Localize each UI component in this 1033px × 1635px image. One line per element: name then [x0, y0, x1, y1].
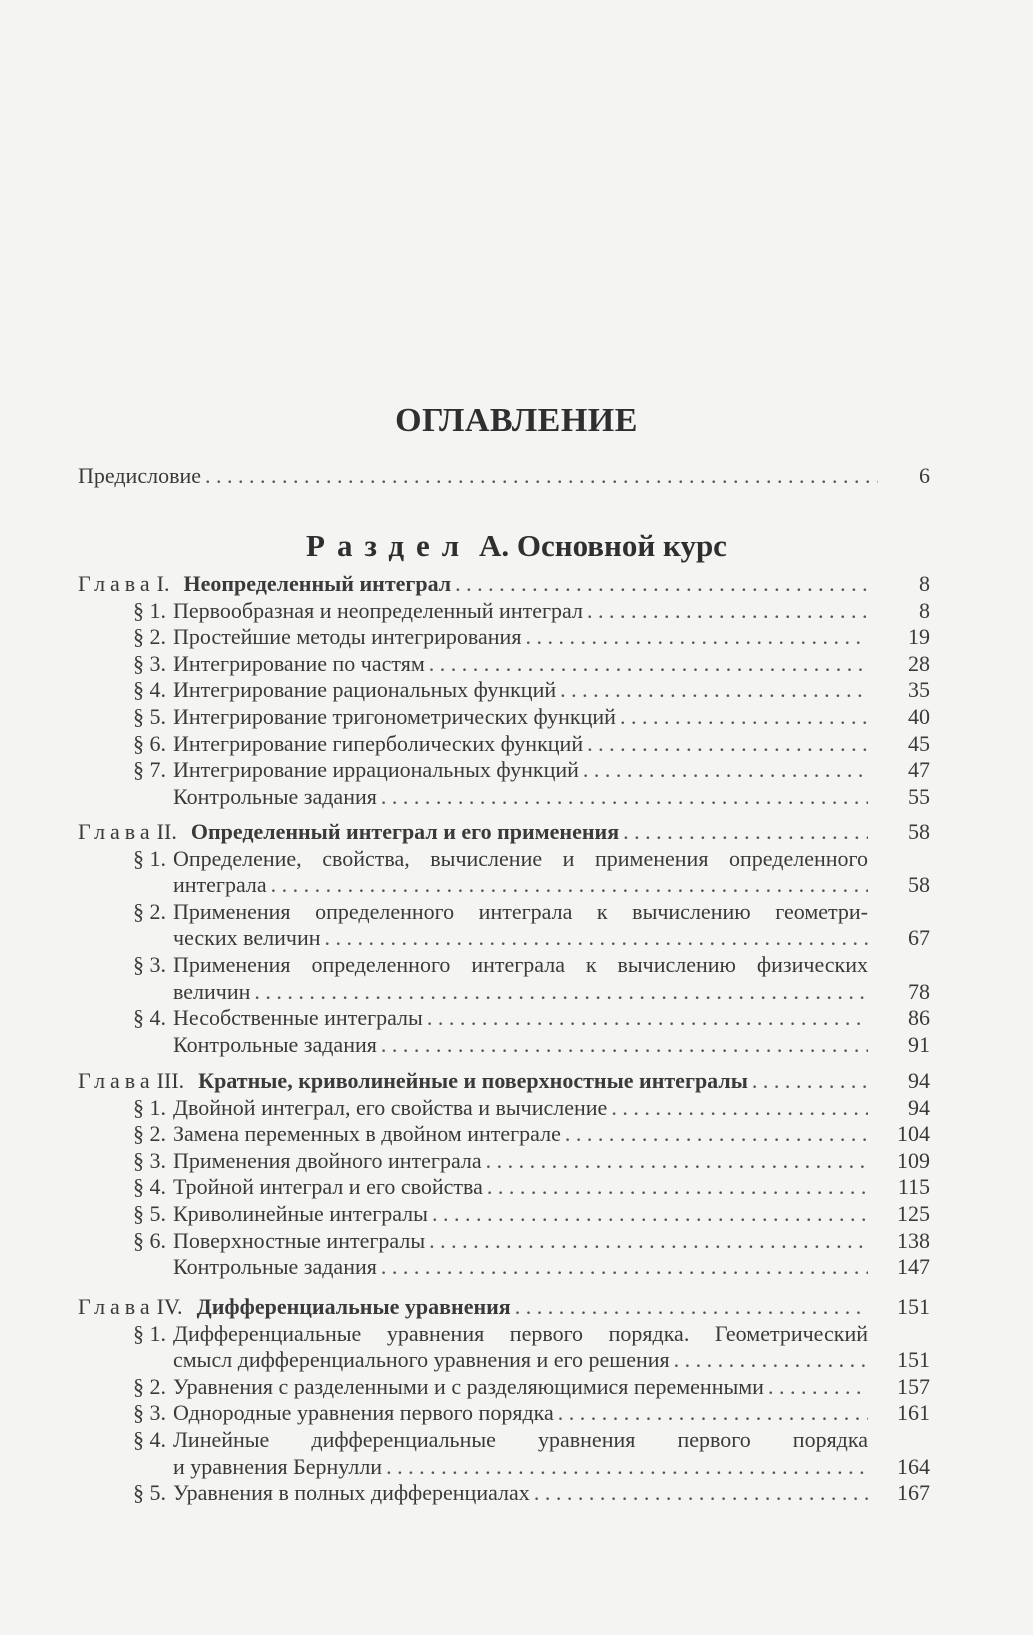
toc-entry-line: [173, 924, 868, 951]
chapter-page: 151: [897, 1294, 930, 1319]
entry-title: Определение, свойства, вычисление и применения определенного: [173, 845, 868, 871]
section-heading: [0, 528, 1033, 564]
entry-title: Контрольные задания: [173, 1254, 377, 1280]
toc-entry-line: [173, 650, 868, 677]
entry-title: интеграла: [173, 872, 267, 898]
section-word: Раздел: [306, 528, 472, 563]
entry-title: Уравнения в полных дифференциалах: [173, 1480, 530, 1506]
chapter-title: Неопределенный интеграл: [183, 571, 452, 596]
dot-leader: [674, 1346, 868, 1373]
entry-title: Двойной интеграл, его свойства и вычисление: [173, 1094, 608, 1120]
toc-preface-label: Предисловие: [78, 463, 201, 488]
entry-title: Контрольные задания: [173, 1031, 377, 1057]
toc-entry-line: [173, 676, 868, 703]
dot-leader: [381, 1253, 868, 1280]
dot-leader: [515, 1293, 868, 1320]
dot-leader: [325, 924, 869, 951]
entry-page: 94: [908, 1094, 930, 1120]
entry-page: 55: [908, 783, 930, 809]
dot-leader: [271, 871, 868, 898]
toc-chapter-line: [78, 1293, 868, 1320]
entry-page: 91: [908, 1031, 930, 1057]
toc-entry-line: [173, 845, 868, 872]
entry-title: Контрольные задания: [173, 783, 377, 809]
entry-page: 19: [908, 624, 930, 650]
section-number: § 1.: [133, 1094, 166, 1120]
toc-entry-line: [173, 756, 868, 783]
dot-leader: [381, 783, 868, 810]
section-number: § 5.: [133, 704, 166, 729]
toc-entry-line: [173, 597, 868, 624]
entry-page: 138: [897, 1227, 930, 1253]
chapter-number: IV.: [156, 1294, 183, 1319]
dot-leader: [534, 1479, 868, 1506]
section-number: § 1.: [133, 845, 166, 871]
toc-entry-line: [173, 978, 868, 1005]
dot-leader: [429, 650, 868, 677]
section-number: § 4.: [133, 1174, 166, 1200]
dot-leader: [429, 1227, 868, 1254]
entry-title: Линейные дифференциальные уравнения первого порядка: [173, 1427, 868, 1452]
dot-leader: [381, 1031, 868, 1058]
entry-title: Несобственные интегралы: [173, 1005, 423, 1031]
toc-entry-line: [173, 1200, 868, 1227]
toc-entry-line: [173, 703, 868, 730]
toc-entry-line: [173, 1173, 868, 1200]
toc-entry-line: [173, 1346, 868, 1373]
dot-leader: [427, 1004, 868, 1031]
entry-title: Уравнения с разделенными и с разделяющимися переменными: [173, 1373, 764, 1399]
entry-title: Интегрирование по частям: [173, 650, 425, 676]
section-letter: А.: [478, 528, 510, 563]
entry-page: 58: [908, 872, 930, 898]
entry-title: Применения определенного интеграла к вычислению физических: [173, 952, 868, 977]
entry-page: 109: [897, 1147, 930, 1173]
section-name: Основной курс: [516, 528, 727, 563]
dot-leader: [565, 1120, 868, 1147]
toc-entry-line: [173, 951, 868, 978]
entry-page: 147: [897, 1254, 930, 1280]
chapter-number: II.: [156, 819, 177, 844]
toc-entry-line: [173, 783, 868, 810]
entry-title: Применения двойного интеграла: [173, 1147, 482, 1173]
entry-page: 164: [897, 1453, 930, 1479]
entry-page: 161: [897, 1400, 930, 1426]
chapter-word: Глава: [78, 819, 155, 844]
chapter-page: 94: [908, 1068, 930, 1093]
dot-leader: [254, 978, 868, 1005]
section-number: § 6.: [133, 730, 166, 756]
entry-title: ческих величин: [173, 925, 321, 951]
toc-entry-line: [173, 898, 868, 925]
entry-page: 78: [908, 978, 930, 1004]
entry-page: 86: [908, 1005, 930, 1031]
section-number: § 2.: [133, 624, 166, 650]
toc-entry-line: [173, 730, 868, 757]
dot-leader: [455, 570, 868, 597]
entry-page: 104: [897, 1121, 930, 1147]
section-number: § 4.: [133, 677, 166, 703]
entry-page: 45: [908, 730, 930, 756]
entry-title: Однородные уравнения первого порядка: [173, 1400, 554, 1426]
entry-page: 67: [908, 925, 930, 951]
section-number: § 2.: [133, 1121, 166, 1147]
section-number: § 4.: [133, 1427, 166, 1452]
toc-entry-line: [173, 1399, 868, 1426]
toc-entry-line: [173, 1147, 868, 1174]
entry-title: Тройной интеграл и его свойства: [173, 1174, 483, 1200]
toc-entry-line: [173, 1120, 868, 1147]
section-number: § 3.: [133, 1400, 166, 1426]
entry-page: 40: [908, 704, 930, 729]
dot-leader: [768, 1373, 868, 1400]
chapter-title: Определенный интеграл и его применения: [190, 819, 620, 844]
dot-leader: [752, 1067, 868, 1094]
entry-title: величин: [173, 978, 251, 1004]
dot-leader: [620, 703, 868, 730]
chapter-word: Глава: [78, 1294, 155, 1319]
toc-entry-line: [173, 1031, 868, 1058]
toc-entry-line: [173, 1227, 868, 1254]
toc-entry-line: [173, 623, 868, 650]
entry-title: смысл дифференциального уравнения и его решения: [173, 1347, 670, 1373]
entry-title: Криволинейные интегралы: [173, 1201, 428, 1226]
section-number: § 2.: [133, 898, 166, 924]
dot-leader: [623, 818, 868, 845]
entry-page: 151: [897, 1347, 930, 1373]
dot-leader: [587, 597, 868, 624]
section-number: § 3.: [133, 952, 166, 977]
entry-page: 8: [919, 597, 930, 623]
dot-leader: [560, 676, 868, 703]
section-number: § 2.: [133, 1373, 166, 1399]
entry-title: Дифференциальные уравнения первого порядка. Геометрический: [173, 1320, 868, 1346]
dot-leader: [583, 756, 868, 783]
toc-preface-page: 6: [919, 463, 930, 488]
chapter-number: I.: [156, 571, 170, 596]
toc-entry-line: [173, 1253, 868, 1280]
chapter-number: III.: [156, 1068, 185, 1093]
section-number: § 3.: [133, 650, 166, 676]
entry-page: 115: [897, 1174, 930, 1200]
dot-leader: [205, 462, 878, 489]
entry-page: 35: [908, 677, 930, 703]
toc-entry-line: [173, 1426, 868, 1453]
dot-leader: [558, 1399, 868, 1426]
section-number: § 1.: [133, 1320, 166, 1346]
chapter-page: 8: [919, 571, 930, 596]
entry-title: Применения определенного интеграла к вычислению геометри-: [173, 898, 868, 924]
entry-title: Интегрирование рациональных функций: [173, 677, 557, 703]
entry-title: Интегрирование тригонометрических функций: [173, 704, 616, 729]
chapter-word: Глава: [78, 1068, 155, 1093]
dot-leader: [486, 1147, 868, 1174]
section-number: § 6.: [133, 1227, 166, 1253]
toc-entry-line: [173, 871, 868, 898]
entry-title: Интегрирование гиперболических функций: [173, 730, 584, 756]
entry-page: 167: [897, 1480, 930, 1506]
chapter-title: Кратные, криволинейные и поверхностные интегралы: [198, 1068, 748, 1093]
dot-leader: [611, 1094, 868, 1121]
entry-title: и уравнения Бернулли: [173, 1453, 383, 1479]
page-title: ОГЛАВЛЕНИЕ: [395, 402, 638, 439]
toc-entry-line: [173, 1320, 868, 1347]
dot-leader: [487, 1173, 868, 1200]
entry-title: Поверхностные интегралы: [173, 1227, 426, 1253]
toc-chapter-line: [78, 570, 868, 597]
toc-chapter-line: [78, 818, 868, 845]
toc-chapter-line: [78, 1067, 868, 1094]
section-number: § 4.: [133, 1005, 166, 1031]
dot-leader: [432, 1200, 868, 1227]
entry-title: Замена переменных в двойном интеграле: [173, 1121, 561, 1147]
dot-leader: [587, 730, 868, 757]
entry-title: Интегрирование иррациональных функций: [173, 757, 579, 783]
toc-entry-line: [173, 1479, 868, 1506]
dot-leader: [386, 1453, 868, 1480]
section-number: § 5.: [133, 1201, 166, 1226]
section-number: § 3.: [133, 1147, 166, 1173]
chapter-page: 58: [908, 819, 930, 844]
entry-page: 125: [897, 1201, 930, 1226]
section-number: § 7.: [133, 757, 166, 783]
entry-title: Первообразная и неопределенный интеграл: [173, 597, 583, 623]
entry-page: 157: [897, 1373, 930, 1399]
toc-entry-line: [173, 1373, 868, 1400]
toc-entry-line: [173, 1004, 868, 1031]
entry-title: Простейшие методы интегрирования: [173, 624, 522, 650]
toc-entry-line: [173, 1094, 868, 1121]
chapter-word: Глава: [78, 571, 155, 596]
entry-page: 47: [908, 757, 930, 783]
section-number: § 1.: [133, 597, 166, 623]
dot-leader: [525, 623, 868, 650]
toc-entry-line: [173, 1453, 868, 1480]
entry-page: 28: [908, 650, 930, 676]
section-number: § 5.: [133, 1480, 166, 1506]
chapter-title: Дифференциальные уравнения: [196, 1294, 511, 1319]
